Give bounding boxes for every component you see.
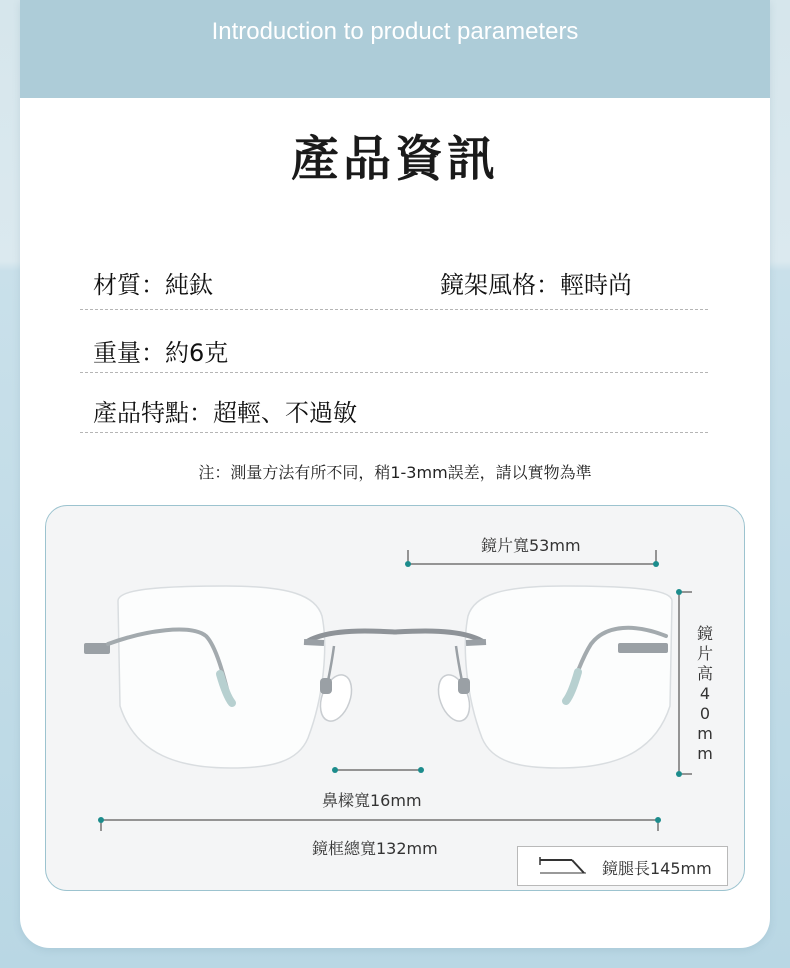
glasses-illustration (46, 506, 744, 890)
header-banner (20, 0, 770, 98)
divider (80, 309, 708, 310)
spec-frame-style: 鏡架風格：輕時尚 (440, 271, 632, 299)
divider (80, 432, 708, 433)
spec-features: 產品特點：超輕、不過敏 (93, 399, 357, 427)
divider (80, 372, 708, 373)
lens-width-label: 鏡片寬53mm (481, 536, 581, 555)
right-lens (465, 586, 672, 768)
measurement-note: 注：測量方法有所不同，稍1-3mm誤差，請以實物為準 (198, 463, 592, 482)
spec-weight: 重量：約6克 (93, 339, 229, 367)
temple-icon (538, 855, 588, 877)
dimension-diagram (45, 505, 745, 891)
temple-length-label: 鏡腿長145mm (602, 859, 712, 878)
left-hinge (84, 643, 110, 654)
spec-material: 材質：純鈦 (93, 271, 213, 299)
product-card (20, 0, 770, 948)
right-hinge (618, 643, 668, 653)
temple-length-box (517, 846, 728, 886)
frame-width-label: 鏡框總寬132mm (312, 839, 438, 858)
bridge (308, 631, 482, 641)
bridge-width-label: 鼻樑寬16mm (322, 791, 422, 810)
banner-title: Introduction to product parameters (211, 18, 579, 45)
page-title: 產品資訊 (290, 131, 499, 187)
lens-height-label: 鏡片高40mm (696, 624, 713, 763)
